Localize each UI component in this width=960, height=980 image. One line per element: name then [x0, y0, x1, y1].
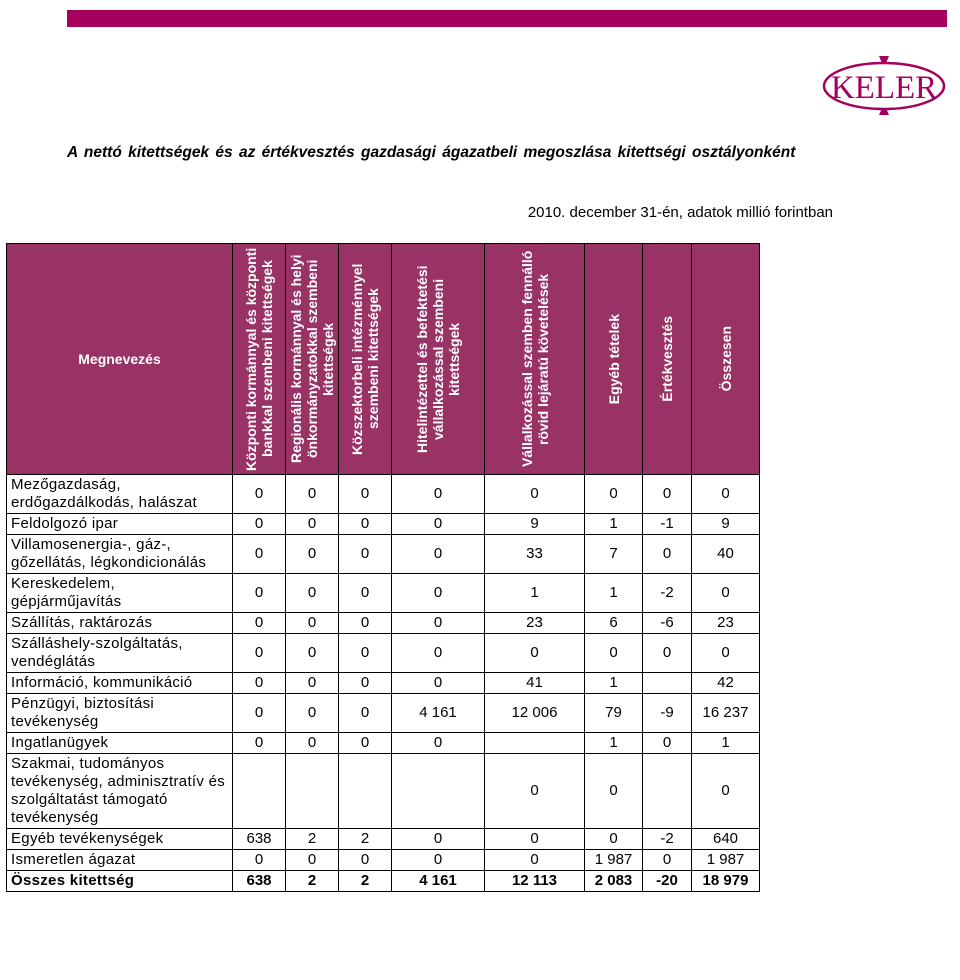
row-label: Információ, kommunikáció	[7, 673, 233, 694]
value-cell: 16 237	[692, 694, 760, 733]
value-cell: 0	[233, 694, 286, 733]
column-header	[485, 244, 585, 475]
value-cell: 33	[485, 535, 585, 574]
value-cell: 0	[485, 475, 585, 514]
value-cell: 1	[585, 574, 643, 613]
value-cell: 0	[485, 829, 585, 850]
value-cell: 0	[485, 850, 585, 871]
table-row	[7, 754, 760, 829]
value-cell: -9	[643, 694, 692, 733]
value-cell: 0	[286, 613, 339, 634]
value-cell: 0	[233, 613, 286, 634]
value-cell: 0	[339, 475, 392, 514]
column-header	[339, 244, 392, 475]
value-cell: -20	[643, 871, 692, 892]
value-cell: 0	[233, 733, 286, 754]
value-cell: 0	[643, 850, 692, 871]
value-cell: 40	[692, 535, 760, 574]
value-cell: 0	[585, 634, 643, 673]
column-header-name: Megnevezés	[7, 244, 233, 475]
column-header-label: Központi kormánnyal és központi bankkal szembeni kitettségek	[243, 247, 275, 471]
value-cell: 0	[643, 634, 692, 673]
value-cell: 0	[233, 514, 286, 535]
value-cell: -1	[643, 514, 692, 535]
value-cell: -2	[643, 574, 692, 613]
value-cell: 0	[643, 475, 692, 514]
value-cell: 0	[233, 634, 286, 673]
value-cell: 0	[339, 535, 392, 574]
value-cell: 0	[392, 673, 485, 694]
column-header-label: Közszektorbeli intézménnyel szembeni kitettségek	[349, 263, 381, 455]
value-cell: 0	[585, 754, 643, 829]
table-row	[7, 673, 760, 694]
value-cell: 0	[233, 475, 286, 514]
value-cell: 1	[585, 514, 643, 535]
value-cell: 1	[585, 733, 643, 754]
value-cell: 0	[233, 850, 286, 871]
value-cell: 0	[339, 673, 392, 694]
value-cell: 9	[485, 514, 585, 535]
value-cell: 0	[643, 733, 692, 754]
value-cell: -6	[643, 613, 692, 634]
value-cell: 79	[585, 694, 643, 733]
column-header	[692, 244, 760, 475]
value-cell: 9	[692, 514, 760, 535]
table-row	[7, 733, 760, 754]
logo-text: KELER	[830, 70, 938, 106]
table-subtitle: 2010. december 31-én, adatok millió forintban	[527, 204, 833, 221]
table-row	[7, 829, 760, 850]
value-cell: 0	[233, 535, 286, 574]
column-header-label: Vállalkozással szemben fennálló rövid lejáratú követelések	[518, 250, 551, 468]
keler-logo	[820, 53, 948, 115]
value-cell	[339, 754, 392, 829]
value-cell: 0	[485, 634, 585, 673]
value-cell: 0	[286, 673, 339, 694]
value-cell	[392, 754, 485, 829]
value-cell: 0	[392, 535, 485, 574]
value-cell: 0	[339, 733, 392, 754]
value-cell: 0	[692, 634, 760, 673]
value-cell: 0	[392, 613, 485, 634]
value-cell: 4 161	[392, 871, 485, 892]
value-cell: 0	[485, 754, 585, 829]
value-cell: 638	[233, 829, 286, 850]
table-row	[7, 850, 760, 871]
value-cell: 0	[339, 694, 392, 733]
value-cell: 1	[692, 733, 760, 754]
value-cell: 2	[339, 829, 392, 850]
column-header	[392, 244, 485, 475]
value-cell: 0	[286, 733, 339, 754]
value-cell: 0	[392, 733, 485, 754]
row-label: Összes kitettség	[7, 871, 233, 892]
value-cell: 7	[585, 535, 643, 574]
value-cell: 23	[485, 613, 585, 634]
column-header-label: Értékvesztés	[659, 316, 675, 402]
column-header-label: Összesen	[717, 326, 734, 392]
value-cell: 0	[585, 475, 643, 514]
value-cell: 0	[392, 829, 485, 850]
value-cell: 1	[585, 673, 643, 694]
value-cell: 18 979	[692, 871, 760, 892]
value-cell: 12 006	[485, 694, 585, 733]
value-cell: 0	[286, 694, 339, 733]
row-label: Szálláshely-szolgáltatás, vendéglátás	[7, 634, 233, 673]
column-header	[233, 244, 286, 475]
row-label: Kereskedelem, gépjárműjavítás	[7, 574, 233, 613]
value-cell: 0	[339, 850, 392, 871]
value-cell: 0	[692, 754, 760, 829]
value-cell: 0	[286, 535, 339, 574]
value-cell: 1 987	[585, 850, 643, 871]
column-header-label: Egyéb tételek	[605, 313, 622, 405]
value-cell: 2	[286, 829, 339, 850]
value-cell: 4 161	[392, 694, 485, 733]
table-row	[7, 514, 760, 535]
row-label: Pénzügyi, biztosítási tevékenység	[7, 694, 233, 733]
column-header-label: Hitelintézettel és befektetési vállalkozással szembeni kitettségek	[414, 265, 462, 453]
value-cell: 2	[339, 871, 392, 892]
value-cell: 640	[692, 829, 760, 850]
column-header	[643, 244, 692, 475]
value-cell: 0	[286, 514, 339, 535]
row-label: Ingatlanügyek	[7, 733, 233, 754]
exposure-table	[6, 243, 760, 892]
value-cell: 12 113	[485, 871, 585, 892]
value-cell: 2	[286, 871, 339, 892]
value-cell: 42	[692, 673, 760, 694]
value-cell: 0	[286, 634, 339, 673]
value-cell	[485, 733, 585, 754]
value-cell: 0	[233, 673, 286, 694]
value-cell: 1	[485, 574, 585, 613]
value-cell: 0	[286, 475, 339, 514]
value-cell: -2	[643, 829, 692, 850]
value-cell: 0	[286, 850, 339, 871]
value-cell	[643, 754, 692, 829]
value-cell: 0	[643, 535, 692, 574]
table-row	[7, 535, 760, 574]
value-cell: 0	[392, 634, 485, 673]
value-cell: 638	[233, 871, 286, 892]
value-cell: 6	[585, 613, 643, 634]
row-label: Feldolgozó ipar	[7, 514, 233, 535]
value-cell: 0	[692, 574, 760, 613]
value-cell: 0	[392, 850, 485, 871]
document-title: A nettó kitettségek és az értékvesztés gazdasági ágazatbeli megoszlása kitettségi osztályonként	[67, 144, 796, 161]
value-cell	[233, 754, 286, 829]
value-cell	[286, 754, 339, 829]
value-cell: 0	[692, 475, 760, 514]
value-cell: 0	[392, 574, 485, 613]
top-accent-bar	[67, 10, 947, 27]
row-label: Szállítás, raktározás	[7, 613, 233, 634]
row-label: Egyéb tevékenységek	[7, 829, 233, 850]
row-label: Villamosenergia-, gáz-, gőzellátás, légkondicionálás	[7, 535, 233, 574]
table-row	[7, 634, 760, 673]
row-label: Szakmai, tudományos tevékenység, adminisztratív és szolgáltatást támogató tevékenység	[7, 754, 233, 829]
column-header-label: Regionális kormánnyal és helyi önkormányzatokkal szembeni kitettségek	[288, 254, 336, 464]
column-header	[286, 244, 339, 475]
table-row	[7, 475, 760, 514]
value-cell: 0	[392, 475, 485, 514]
value-cell: 0	[233, 574, 286, 613]
value-cell: 0	[339, 613, 392, 634]
value-cell: 1 987	[692, 850, 760, 871]
value-cell: 0	[339, 634, 392, 673]
table-header-row	[7, 244, 760, 475]
value-cell: 23	[692, 613, 760, 634]
value-cell: 41	[485, 673, 585, 694]
value-cell: 0	[585, 829, 643, 850]
value-cell: 2 083	[585, 871, 643, 892]
value-cell: 0	[286, 574, 339, 613]
value-cell: 0	[392, 514, 485, 535]
value-cell: 0	[339, 574, 392, 613]
total-row	[7, 871, 760, 892]
value-cell	[643, 673, 692, 694]
column-header	[585, 244, 643, 475]
table-row	[7, 574, 760, 613]
row-label: Ismeretlen ágazat	[7, 850, 233, 871]
row-label: Mezőgazdaság, erdőgazdálkodás, halászat	[7, 475, 233, 514]
table-row	[7, 694, 760, 733]
table-row	[7, 613, 760, 634]
value-cell: 0	[339, 514, 392, 535]
